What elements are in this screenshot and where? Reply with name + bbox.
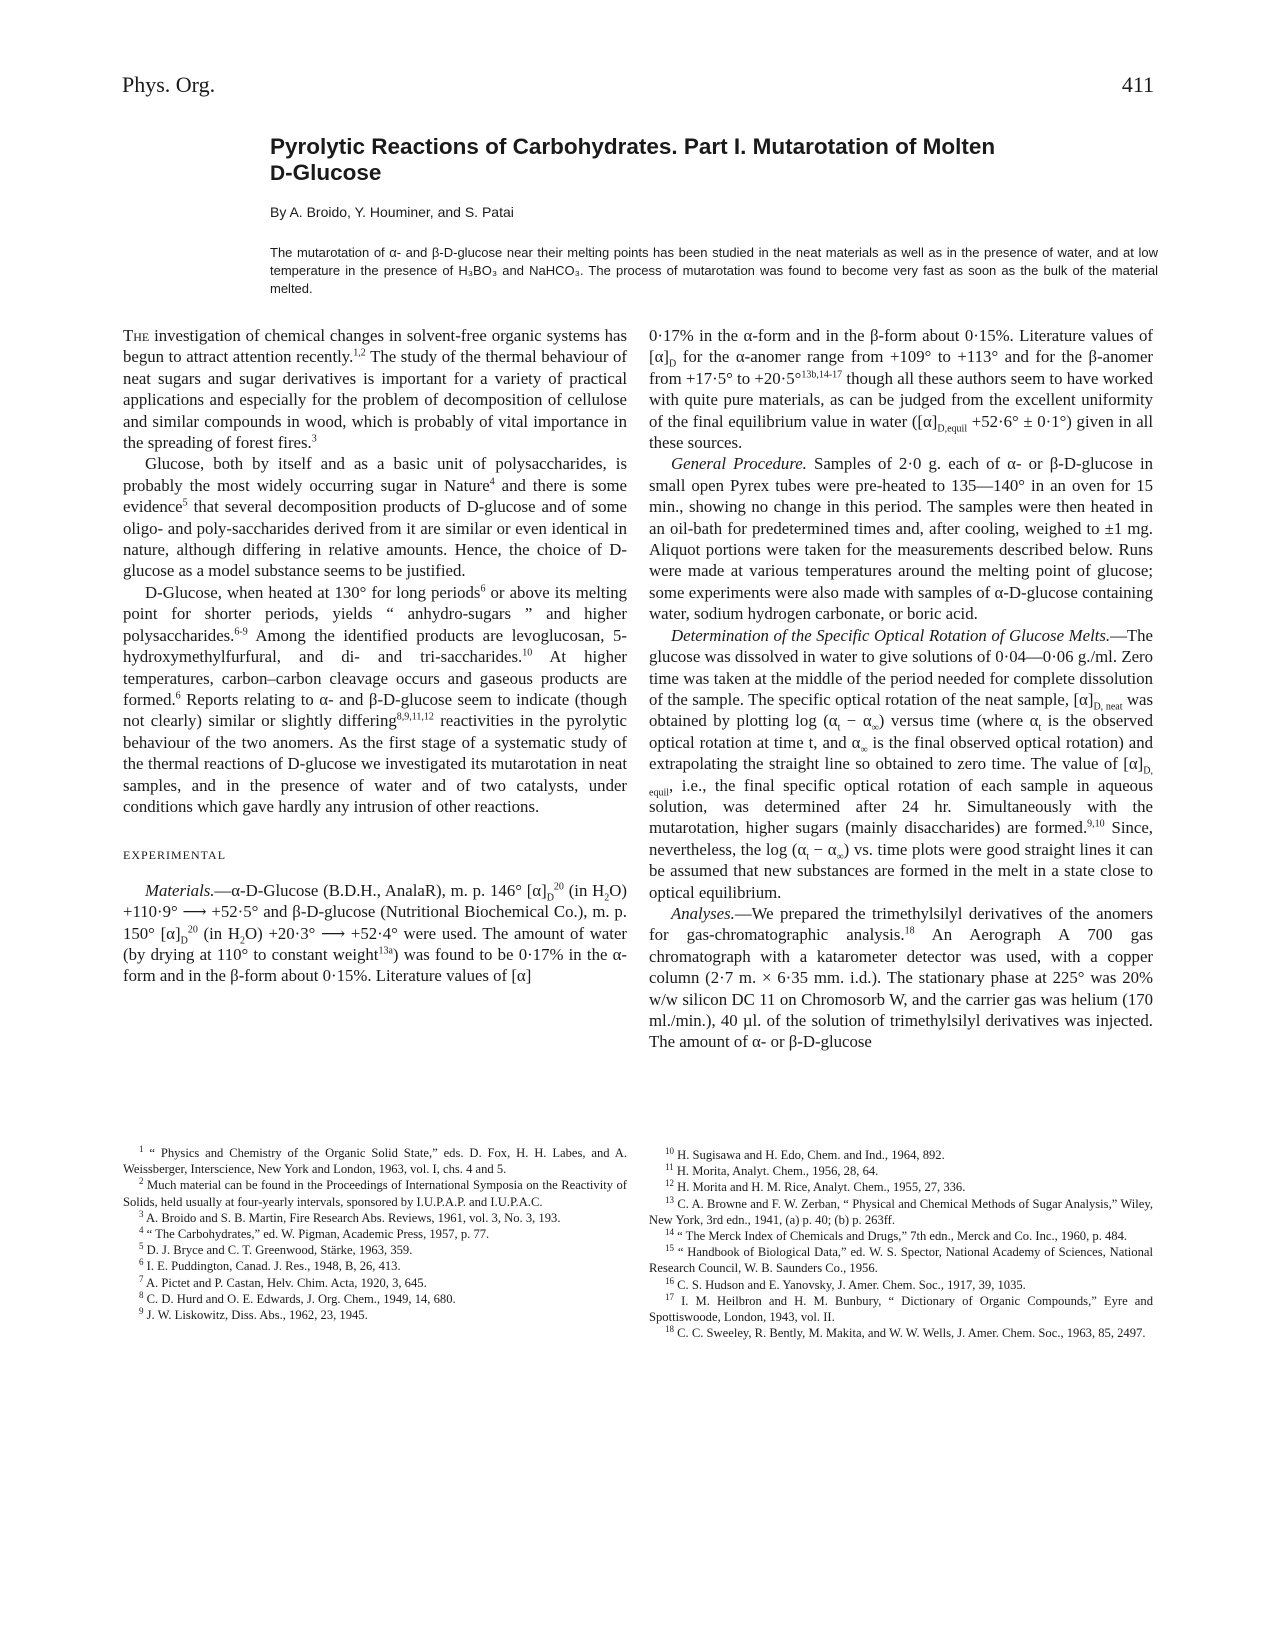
footnote [649,1147,1153,1163]
citation-ref: 10 [522,647,533,659]
citation-ref: 1,2 [353,347,366,359]
text-run: An Aerograph A 700 gas chromatograph with a katarometer detector was used, with a copper column (2·7 m. × 6·35 mm. i.d.). The stationary phase at 225° was 20% w/w silicon DC 11 on Chromosorb W, and the carrier gas was helium (170 ml./min.), 40 µl. of the solution of trimethylsilyl derivatives was injected. The amount of α- or β-D-glucose [649,925,1153,1052]
footnote-number: 1 [139,1143,144,1154]
footnote [649,1277,1153,1293]
text-run: ) versus time (where α [878,711,1039,731]
superscript: 20 [553,881,564,893]
footnote [123,1291,627,1307]
citation-ref: 13a [378,945,393,957]
section-heading-experimental: EXPERIMENTAL [123,848,227,863]
lead-word: The [123,326,150,345]
citation-ref: 8,9,11,12 [396,711,434,723]
footnote-number: 2 [139,1176,144,1187]
paragraph-heating [123,582,627,817]
footnote-text: D. J. Bryce and C. T. Greenwood, Stärke, 1963, 359. [143,1243,413,1258]
subscript: ∞ [836,851,844,863]
footnote-text: H. Sugisawa and H. Edo, Chem. and Ind., 1964, 892. [674,1148,945,1162]
footnote-text: C. S. Hudson and E. Yanovsky, J. Amer. Chem. Soc., 1917, 39, 1035. [674,1277,1026,1292]
footnote-number: 12 [665,1178,674,1189]
subscript: D, equil [649,765,1153,798]
footnote [649,1325,1153,1341]
footnote-text: “ Physics and Chemistry of the Organic Solid State,” eds. D. Fox, H. H. Labes, and A. Weissberger, Interscience, New York and London, 1963, vol. I, chs. 4 and 5. [123,1146,627,1177]
text-run: Reports relating to α- and β-D-glucose seem to indicate (though not clearly) similar or slightly differing [123,689,627,731]
abstract: The mutarotation of α- and β-D-glucose near their melting points has been studied in the neat materials as well as in the presence of water, and at low temperature in the presence of H₃BO₃ and NaHCO₃. The process of mutarotation was found to become very fast as soon as the bulk of the material melted. [270,245,1158,296]
citation-ref: 9,10 [1087,818,1105,830]
paragraph-materials-continued: 0·17% in the α-form and in the β-form about 0·15%. Literature values of $[\alpha]_D$ for the α-anomer range from +109° to +113° and for the β-anomer from +17·5° to +20·5°$^{13b,14-17}$ though all these authors seem to have worked with quite pure materials, as can be judged from the excellent uniformity of the final equilibrium value in water $([\alpha]_{D,equil} +52\cdot 6^\circ \pm 0\cdot 1^\circ)$ given in all these sources. [649,326,1153,453]
footnote-number: 6 [139,1257,144,1268]
subscript: ∞ [860,744,868,756]
text-run: Since, nevertheless, the log (α [649,818,1153,859]
citation-ref: 3 [311,433,317,445]
footnote [649,1293,1153,1325]
text-run: —The glucose was dissolved in water to give solutions of 0·04—0·06 g./ml. Zero time was taken at the middle of the period needed for complete dissolution of the sample. The specific optical rotation of the neat sample, [α] [649,625,1153,709]
footnote [123,1177,627,1209]
run-in-heading: Analyses. [671,903,735,923]
footnote-text: C. D. Hurd and O. E. Edwards, J. Org. Chem., 1949, 14, 680. [143,1291,456,1306]
text-run: is the observed optical rotation at time t, and α [649,711,1154,752]
title-prefix: D [270,162,286,185]
citation-ref: 18 [904,925,915,937]
footnote-text: C. C. Sweeley, R. Bently, M. Makita, and W. W. Wells, J. Amer. Chem. Soc., 1963, 85, 2497. [674,1326,1146,1341]
footnote-text: “ The Merck Index of Chemicals and Drugs,” 7th edn., Merck and Co. Inc., 1960, p. 484. [674,1229,1128,1244]
footnote [123,1226,627,1242]
text-run: O) +20·3° ⟶ +52·4° were used. The amount of water (by drying at 110° to constant weight [123,923,628,964]
superscript: 20 [187,923,198,935]
paragraph-general-procedure [649,453,1153,624]
footnote [649,1228,1153,1244]
footnotes-right [649,1147,1153,1341]
journal-name: Phys. Org. [122,72,216,97]
footnote-number: 7 [139,1273,144,1284]
footnote-number: 8 [139,1289,144,1300]
text-run: O) +110·9° ⟶ +52·5° and β-D-glucose (Nutritional Biochemical Co.), m. p. 150° [α] [123,880,627,943]
footnote-text: H. Morita and H. M. Rice, Analyt. Chem., 1955, 27, 336. [674,1180,966,1195]
subscript: t [1038,722,1042,734]
footnote-number: 13 [665,1194,674,1205]
text-run: Glucose, both by itself and as a basic unit of polysaccharides, is probably the most widely occurring sugar in Nature [123,454,627,495]
footnote-text: A. Pictet and P. Castan, Helv. Chim. Acta, 1920, 3, 645. [143,1275,427,1290]
footnote-number: 15 [665,1243,674,1254]
footnote-text: “ The Carbohydrates,” ed. W. Pigman, Academic Press, 1957, p. 77. [143,1227,490,1242]
footnote-number: 5 [139,1241,144,1252]
paragraph-determination [649,625,1153,903]
footnote-number: 3 [139,1208,144,1219]
citation-ref: 13b,14-17 [801,369,843,381]
page-number: 411 [1121,72,1154,97]
citation-ref: 6 [175,690,181,702]
footnote [123,1145,627,1177]
text-run: —We prepared the trimethylsilyl derivatives of the anomers for gas-chromatographic analysis. [649,903,1153,945]
footnote [123,1275,627,1291]
text-run: and there is some evidence [123,475,627,517]
text-run: − α [840,711,872,731]
footnote-number: 9 [139,1305,144,1316]
citation-ref: 6-9 [234,626,248,638]
footnote [649,1179,1153,1195]
subscript: D [180,934,188,946]
footnote-text: “ Handbook of Biological Data,” ed. W. S. Spector, National Academy of Sciences, National Research Council, W. B. Saunders Co., 1956. [649,1245,1153,1276]
article-title [270,134,1160,187]
text-run: —α-D-Glucose (B.D.H., AnalaR), m. p. 146° [α] [214,880,547,900]
text-run: investigation of chemical changes in solvent-free organic systems has begun to attract attention recently. [123,326,627,367]
footnote-text: H. Morita, Analyt. Chem., 1956, 28, 64. [673,1164,879,1179]
right-column [649,325,1153,1053]
text-run: (in H [563,880,605,900]
footnote-text: I. M. Heilbron and H. M. Bunbury, “ Dictionary of Organic Compounds,” Eyre and Spottiswoode, London, 1943, vol. II. [649,1293,1153,1325]
subscript: t [837,722,841,734]
footnote [649,1196,1153,1228]
text-run: that several decomposition products of D-glucose and of some oligo- and poly-saccharides derived from it are similar or even identical in nature, although differing in relative amounts. Hence, the choice of D-glucose as a model substance seems to be justified. [123,497,627,581]
text-run: Among the identified products are levoglucosan, 5-hydroxymethylfurfural, and di- and tri-saccharides. [123,625,627,667]
text-run: Samples of 2·0 g. each of α- or β-D-glucose in small open Pyrex tubes were pre-heated to 135—140° in an oven for 15 min., showing no change in this period. The samples were then heated in an oil-bath for predetermined times and, after cooling, weighed to ±1 mg. Aliquot portions were taken for the measurements described below. Runs were made at various temperatures around the melting point of glucose; some experiments were also made with samples of α-D-glucose containing water, sodium hydrogen carbonate, or boric acid. [649,454,1153,624]
subscript: ∞ [871,722,879,734]
run-in-heading: General Procedure. [671,454,807,474]
paragraph-glucose [123,453,627,581]
footnote-number: 4 [139,1224,144,1235]
subscript: t [806,851,810,863]
footnote [649,1163,1153,1179]
paragraph-intro [123,325,627,453]
subscript: D [546,892,554,904]
footnote-text: Much material can be found in the Proceedings of International Symposia on the Reactivity of Solids, held usually at four-yearly intervals, sponsored by I.U.P.A.P. and I.U.P.A.C. [123,1178,627,1209]
text-run: +52·6° ± 0·1°) given in all these sources. [649,411,1153,453]
footnote-text: C. A. Browne and F. W. Zerban, “ Physical and Chemical Methods of Sugar Analysis,” Wiley, New York, 3rd edn., 1941, (a) p. 40; (b) p. 263ff. [649,1196,1153,1227]
subscript: 2 [240,934,246,946]
footnote-number: 11 [665,1162,674,1173]
footnote-number: 10 [665,1145,674,1156]
footnote-text: J. W. Liskowitz, Diss. Abs., 1962, 23, 1945. [143,1308,368,1323]
citation-ref: 5 [182,497,188,509]
subscript: D, neat [1093,701,1123,713]
text-run: reactivities in the pyrolytic behaviour of the two anomers. As the first stage of a systematic study of the thermal reactions of D-glucose we investigated its mutarotation in neat samples, and in the presence of water and of two catalysts, under conditions which gave hardly any intrusion of other reactions. [123,711,627,816]
footnote-text: I. E. Puddington, Canad. J. Res., 1948, B, 26, 413. [143,1259,401,1274]
text-run: , i.e., the final specific optical rotation of each sample in aqueous solution, was determined after 24 hr. Simultaneously with the mutarotation, higher sugars (mainly disaccharides) are formed. [649,775,1153,838]
footnote [649,1244,1153,1276]
text-run: is the final observed optical rotation) and extrapolating the straight line so obtained to zero time. The value of [α] [649,732,1153,774]
footnote [123,1258,627,1274]
subscript: D,equil [937,422,968,434]
footnote-number: 16 [665,1275,674,1286]
text-run: ) was found to be 0·17% in the α-form and in the β-form about 0·15%. Literature values of [α] [123,944,628,986]
paragraph-analyses [649,903,1153,1053]
paragraph-materials [123,880,627,987]
text-run: The study of the thermal behaviour of neat sugars and sugar derivatives is important for a variety of practical applications and especially for the problem of decomposition of cellulose and similar compounds in wood, which is probably of vital importance in the spreading of forest fires. [123,347,627,453]
footnote [123,1242,627,1258]
citation-ref: 4 [489,476,495,488]
left-column [123,325,627,987]
running-head [122,72,1154,106]
authors: By A. Broido, Y. Houminer, and S. Patai [270,204,514,220]
text-run: or above its melting point for shorter periods, yields “ anhydro-sugars ” and higher polysaccharides. [123,582,627,645]
text-run: (in H [197,923,241,943]
footnote [123,1210,627,1226]
footnote-text: A. Broido and S. B. Martin, Fire Research Abs. Reviews, 1961, vol. 3, No. 3, 193. [143,1210,561,1225]
text-run: though all these authors seem to have worked with quite pure materials, as can be judged from the excellent uniformity of the final equilibrium value in water ([α] [649,368,1153,431]
footnote-number: 18 [665,1324,674,1335]
footnote-number: 17 [665,1291,674,1302]
text-run: At higher temperatures, carbon–carbon cleavage occurs and gaseous products are formed. [123,647,627,709]
text-run: D-Glucose, when heated at 130° for long periods [145,582,481,602]
citation-ref: 6 [480,583,486,595]
run-in-heading: Materials. [145,880,215,900]
footnotes-left [123,1145,627,1323]
text-run: − α [809,839,837,859]
title-suffix: -Glucose [285,160,382,185]
title-main: Pyrolytic Reactions of Carbohydrates. Part I. Mutarotation of Molten [270,134,996,159]
subscript: 2 [604,892,610,904]
text-run: was obtained by plotting log (α [649,689,1154,731]
run-in-heading: Determination of the Specific Optical Rotation of Glucose Melts. [671,625,1111,645]
footnote [123,1307,627,1323]
footnote-number: 14 [665,1226,674,1237]
text-run: ) vs. time plots were good straight lines it can be assumed that new substances are formed in the melt in a state close to optical equilibrium. [649,839,1154,902]
